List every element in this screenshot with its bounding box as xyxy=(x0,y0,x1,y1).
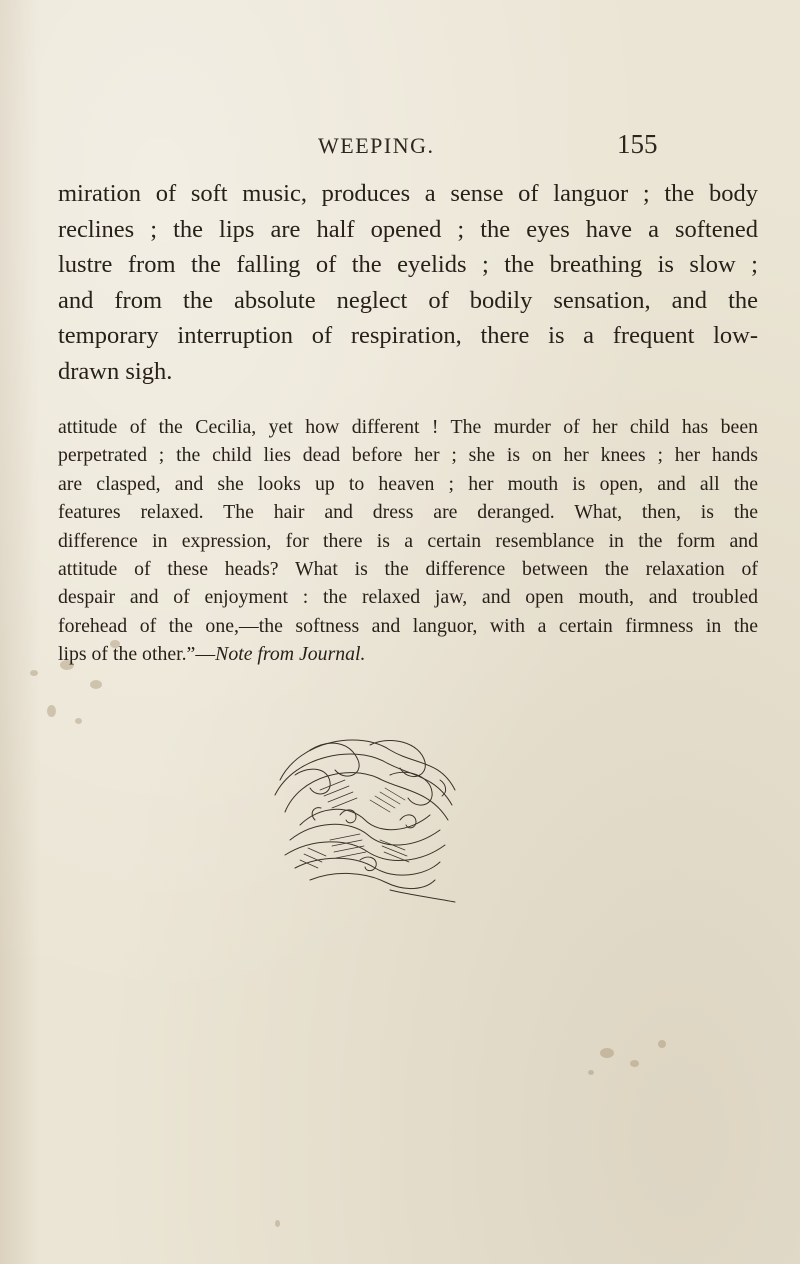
closing-text: lips of the other.”— xyxy=(58,643,216,666)
text-line: difference in expression, for there is a certain resemblance in the form and xyxy=(58,529,758,552)
paragraph-continued xyxy=(58,176,758,389)
text-line-final xyxy=(58,640,758,668)
foxing-spot xyxy=(275,1220,280,1227)
text-line: lustre from the falling of the eyelids ; the breathing is slow ; xyxy=(58,251,758,278)
text-line: attitude of the Cecilia, yet how different ! The murder of her child has been xyxy=(58,416,758,438)
note-attribution: Note from Journal. xyxy=(215,643,366,666)
text-line: perpetrated ; the child lies dead before her ; she is on her knees ; her hands xyxy=(58,444,758,467)
text-line: features relaxed. The hair and dress are deranged. What, then, is the xyxy=(58,501,758,524)
text-line: forehead of the one,—the softness and languor, with a certain firmness in the xyxy=(58,614,758,637)
foxing-spot xyxy=(30,670,38,676)
page-number: 155 xyxy=(617,129,658,159)
page-header xyxy=(0,129,800,163)
foxing-spot xyxy=(658,1040,666,1048)
running-head: WEEPING. xyxy=(318,133,435,158)
text-line: are clasped, and she looks up to heaven ; her mouth is open, and all the xyxy=(58,472,758,495)
foxing-spot xyxy=(630,1060,639,1067)
foxing-spot xyxy=(90,680,102,689)
text-line: despair and of enjoyment : the relaxed jaw, and open mouth, and troubled xyxy=(58,586,758,609)
text-line: attitude of these heads? What is the difference between the relaxation of xyxy=(58,557,758,580)
text-line: miration of soft music, produces a sense of languor ; the body xyxy=(58,180,758,207)
engraved-vignette-icon xyxy=(240,720,480,905)
text-line: temporary interruption of respiration, there is a frequent low- xyxy=(58,322,758,349)
foxing-spot xyxy=(75,718,82,724)
foxing-spot xyxy=(47,705,56,717)
text-line: and from the absolute neglect of bodily sensation, and the xyxy=(58,286,758,314)
text-line: drawn sigh. xyxy=(58,357,173,385)
foxing-spot xyxy=(588,1070,594,1075)
note-paragraph xyxy=(58,413,758,669)
foxing-spot xyxy=(600,1048,614,1058)
text-line: reclines ; the lips are half opened ; the eyes have a softened xyxy=(58,215,758,243)
